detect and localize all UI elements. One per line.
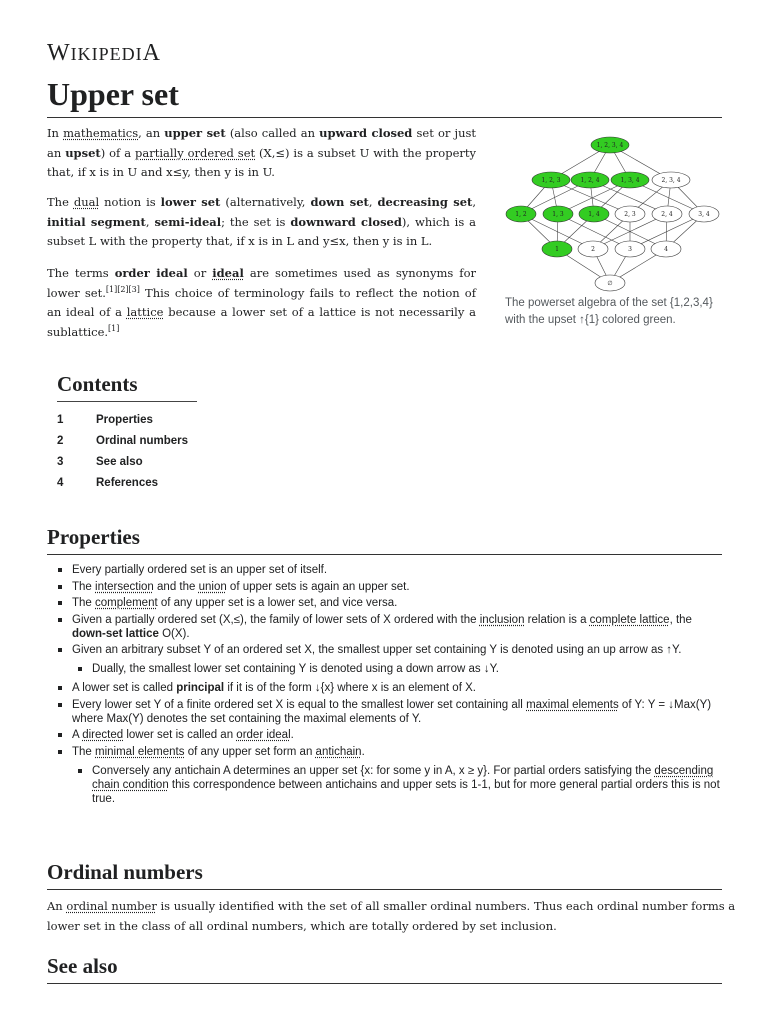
link-complement[interactable]: complement bbox=[95, 597, 158, 609]
page-title: Upper set bbox=[47, 76, 179, 112]
link-partially-ordered-set[interactable]: partially ordered set bbox=[134, 145, 256, 160]
intro-paragraph-1: In mathematics, an upper set (also called an upward closed set or just an upset) of a partially ordered set (X,≤) is a subset U with the property that, if x is in U and x≤y, then y is in U. bbox=[47, 126, 476, 179]
list-item: Dually, the smallest lower set containing Y is denoted using a down arrow as ↓Y. bbox=[47, 662, 727, 676]
contents-divider bbox=[57, 401, 197, 402]
diagram-node-label: ∅ bbox=[607, 280, 613, 287]
title-divider bbox=[47, 117, 722, 118]
figure-caption: The powerset algebra of the set {1,2,3,4} with the upset ↑{1} colored green. bbox=[505, 297, 713, 326]
ordinal-paragraph: An ordinal number is usually identified with the set of all smaller ordinal numbers. Thus each ordinal number forms a lower set in the class of all ordinal numbers, which are totally ordered by set inclusion. bbox=[47, 899, 736, 933]
reference-mark[interactable]: [1] bbox=[108, 323, 120, 333]
link-ideal[interactable]: ideal bbox=[212, 266, 244, 280]
diagram-node-label: 1, 2, 4 bbox=[580, 177, 600, 184]
wikipedia-wordmark[interactable]: WIKIPEDIA bbox=[47, 40, 161, 66]
list-item: Conversely any antichain A determines an upper set {x: for some y in A, x ≥ y}. For partial orders satisfying the descending chain condition this correspondence between antichains and upper sets is 1-1, but for more general partial orders this is not true. bbox=[47, 764, 727, 806]
diagram-node-label: 1, 4 bbox=[588, 211, 600, 218]
link-maximal-elements[interactable]: maximal elements bbox=[526, 698, 619, 711]
ordinal-numbers-heading: Ordinal numbers bbox=[47, 860, 203, 884]
intro-paragraph-3: The terms order ideal or ideal are sometimes used as synonyms for lower set.[1][2][3] This choice of terminology fails to reflect the notion of an ideal of a lattice because a lower set of a lattice is not necessarily a sublattice.[1] bbox=[47, 266, 476, 339]
see-also-heading: See also bbox=[47, 954, 118, 978]
powerset-hasse-diagram[interactable] bbox=[503, 132, 721, 300]
list-item: A directed lower set is called an order ideal. bbox=[47, 728, 727, 742]
diagram-node-label: 2, 3 bbox=[624, 211, 636, 218]
link-directed[interactable]: directed bbox=[82, 729, 124, 741]
toc-item-references[interactable]: 4 References bbox=[57, 476, 159, 489]
reference-marks[interactable]: [1][2][3] bbox=[105, 284, 140, 294]
link-ordinal-number[interactable]: ordinal number bbox=[66, 899, 157, 913]
link-complete-lattice[interactable]: complete lattice bbox=[589, 613, 670, 626]
intro-paragraph-2: The dual notion is lower set (alternatively, down set, decreasing set, initial segment, semi-ideal; the set is downward closed), which is a subset L with the property that, if x is in L and y≤x, then y is in L. bbox=[47, 195, 477, 248]
diagram-node-label: 2, 3, 4 bbox=[661, 177, 681, 184]
see-also-divider bbox=[47, 983, 722, 984]
contents-heading: Contents bbox=[57, 372, 138, 396]
diagram-node-label: 3, 4 bbox=[698, 211, 710, 218]
ordinal-divider bbox=[47, 889, 722, 890]
toc-item-properties[interactable]: 1 Properties bbox=[57, 413, 153, 426]
list-item: The minimal elements of any upper set form an antichain. bbox=[47, 745, 727, 759]
properties-heading: Properties bbox=[47, 525, 140, 549]
toc-item-see-also[interactable]: 3 See also bbox=[57, 455, 143, 468]
list-item: Given a partially ordered set (X,≤), the family of lower sets of X ordered with the inclusion relation is a complete lattice, the down-set lattice O(X). bbox=[47, 613, 727, 641]
list-item: Every partially ordered set is an upper set of itself. bbox=[47, 563, 727, 577]
link-order-ideal[interactable]: order ideal bbox=[236, 729, 291, 741]
diagram-node-label: 1, 2, 3, 4 bbox=[596, 142, 624, 149]
table-of-contents bbox=[57, 409, 188, 493]
diagram-node-label: 2, 4 bbox=[661, 211, 673, 218]
diagram-node-label: 1 bbox=[555, 246, 559, 253]
diagram-node-label: 1, 3, 4 bbox=[620, 177, 640, 184]
link-intersection[interactable]: intersection bbox=[95, 580, 154, 593]
link-union[interactable]: union bbox=[198, 580, 227, 593]
diagram-node-label: 1, 3 bbox=[552, 211, 564, 218]
link-descending-chain-condition[interactable]: descending chain condition bbox=[92, 764, 714, 791]
list-item: Every lower set Y of a finite ordered set X is equal to the smallest lower set containing all maximal elements of Y: Y = ↓Max(Y) where Max(Y) denotes the set containing the maximal elements of Y. bbox=[47, 698, 727, 726]
toc-item-ordinal-numbers[interactable]: 2 Ordinal numbers bbox=[57, 434, 189, 447]
properties-list bbox=[47, 563, 727, 811]
diagram-node-label: 4 bbox=[664, 246, 668, 253]
link-antichain[interactable]: antichain bbox=[315, 745, 362, 758]
diagram-node-label: 2 bbox=[591, 246, 595, 253]
link-minimal-elements[interactable]: minimal elements bbox=[95, 745, 185, 758]
list-item: The complement of any upper set is a lower set, and vice versa. bbox=[47, 596, 727, 610]
list-item: The intersection and the union of upper sets is again an upper set. bbox=[47, 580, 727, 594]
properties-divider bbox=[47, 554, 722, 555]
diagram-node-label: 1, 2, 3 bbox=[541, 177, 561, 184]
link-mathematics[interactable]: mathematics bbox=[63, 126, 139, 140]
list-item: A lower set is called principal if it is of the form ↓{x} where x is an element of X. bbox=[47, 681, 727, 695]
diagram-node-label: 3 bbox=[628, 246, 632, 253]
diagram-node-label: 1, 2 bbox=[515, 211, 527, 218]
link-dual[interactable]: dual bbox=[73, 195, 100, 209]
link-inclusion[interactable]: inclusion bbox=[479, 613, 525, 626]
list-item: Given an arbitrary subset Y of an ordered set X, the smallest upper set containing Y is denoted using an up arrow as ↑Y. bbox=[47, 643, 727, 657]
link-lattice[interactable]: lattice bbox=[126, 305, 164, 319]
